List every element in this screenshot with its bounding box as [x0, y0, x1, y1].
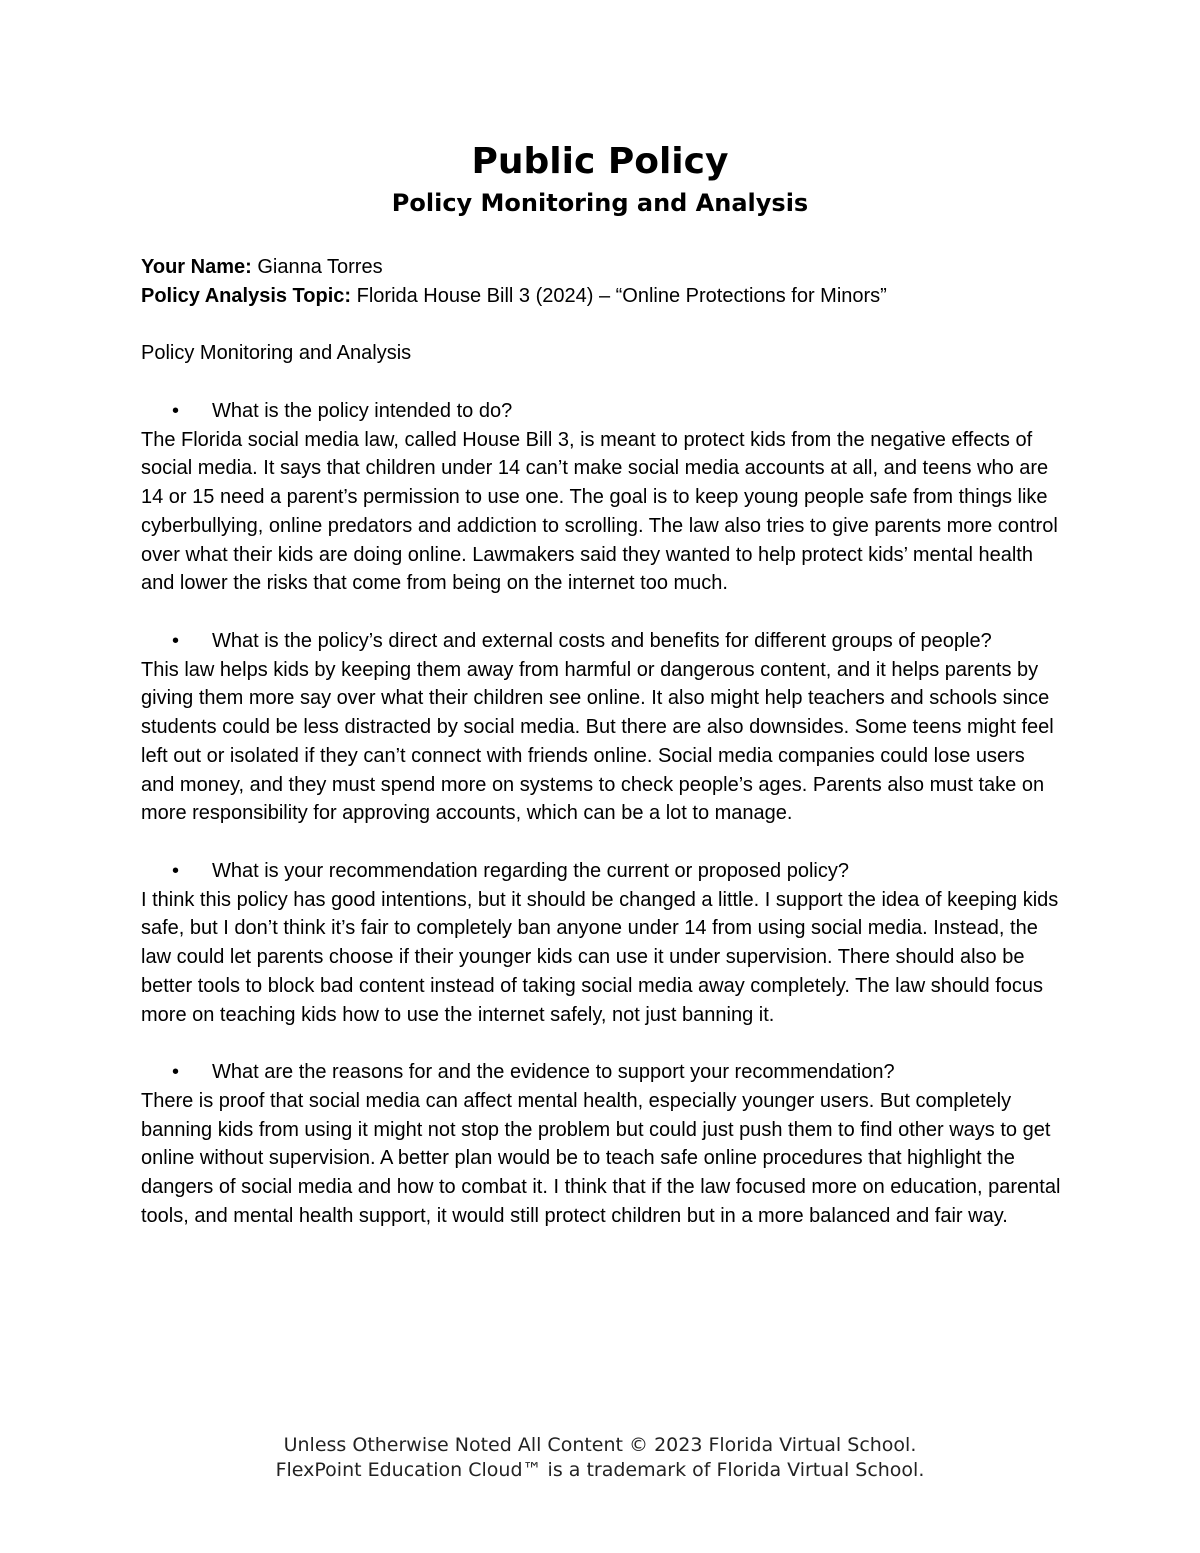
question-text: What is your recommendation regarding the current or proposed policy? [212, 859, 849, 882]
spacer [141, 828, 1061, 857]
name-label: Your Name: [141, 256, 252, 278]
question-text: What are the reasons for and the evidence to support your recommendation? [212, 1061, 895, 1083]
bullet-icon: • [172, 1061, 180, 1083]
question-item [141, 397, 1061, 426]
page-footer [0, 1433, 1200, 1483]
bullet-icon: • [172, 859, 180, 882]
question-item [141, 627, 1061, 656]
spacer [141, 311, 1061, 340]
copyright-line: Unless Otherwise Noted All Content © 2023 Florida Virtual School. [283, 1434, 917, 1456]
spacer [141, 598, 1061, 627]
answer-paragraph: This law helps kids by keeping them away from harmful or dangerous content, and it helps parents by giving them more say over what their children see online. It also might help teachers and schools since students could be less distracted by social media. But there are also downsides. Some teens might feel left out or isolated if they can’t connect with friends online. Social media companies could lose users and money, and they must spend more on systems to check people’s ages. Parents also must take on more responsibility for approving accounts, which can be a lot to manage. [141, 658, 1054, 825]
bullet-icon: • [172, 399, 180, 422]
topic-value: Florida House Bill 3 (2024) – “Online Protections for Minors” [351, 284, 887, 307]
spacer [141, 368, 1061, 397]
topic-label: Policy Analysis Topic: [141, 284, 352, 307]
question-text: What is the policy intended to do? [212, 399, 513, 422]
question-item [141, 857, 1061, 886]
topic-field [141, 282, 1061, 311]
bullet-icon: • [172, 629, 180, 652]
name-field [141, 253, 1061, 282]
document-title: Public Policy [471, 141, 729, 182]
answer-paragraph: The Florida social media law, called House Bill 3, is meant to protect kids from the negative effects of social media. It says that children under 14 can’t make social media accounts at all, and teens who are 14 or 15 need a parent’s permission to use one. The goal is to keep young people safe from things like cyberbullying, online predators and addiction to scrolling. The law also tries to give parents more control over what their kids are doing online. Lawmakers said they wanted to help protect kids’ mental health and lower the risks that come from being on the internet too much. [141, 428, 1058, 595]
answer-paragraph: I think this policy has good intentions, but it should be changed a little. I support the idea of keeping kids safe, but I don’t think it’s fair to completely ban anyone under 14 from using social media. Instead, the law could let parents choose if their younger kids can use it under supervision. There should also be better tools to block bad content instead of taking social media away completely. The law should focus more on teaching kids how to use the internet safely, not just banning it. [141, 888, 1059, 1026]
document-subtitle: Policy Monitoring and Analysis [391, 189, 809, 217]
section-heading: Policy Monitoring and Analysis [141, 342, 412, 365]
question-item [141, 1058, 1061, 1087]
trademark-line: FlexPoint Education Cloud™ is a trademark of Florida Virtual School. [275, 1459, 925, 1481]
answer-paragraph: There is proof that social media can affect mental health, especially younger users. But completely banning kids from using it might not stop the problem but could just push them to find other ways to get online without supervision. A better plan would be to teach safe online procedures that highlight the dangers of social media and how to combat it. I think that if the law focused more on education, parental tools, and mental health support, it would still protect children but in a more balanced and fair way. [141, 1089, 1061, 1227]
question-text: What is the policy’s direct and external costs and benefits for different groups of people? [212, 629, 992, 652]
spacer [141, 1029, 1061, 1058]
document-body [141, 253, 1061, 1231]
name-value: Gianna Torres [251, 256, 383, 278]
